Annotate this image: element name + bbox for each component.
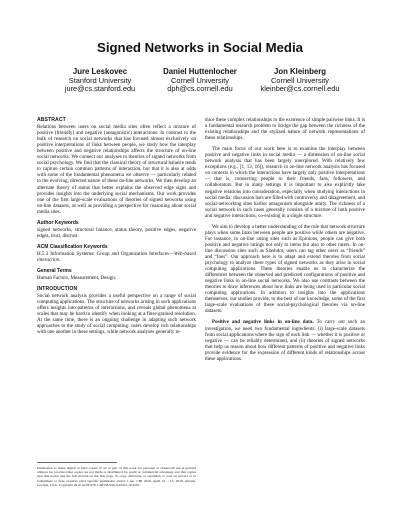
footnote-text: Permission to make digital or hard copies of all or part of this work for personal or classroom use is granted without fee provided that copies are not made or distributed for profit or commercial advantage and that copies bear this notice and the full citation on the first page. To copy otherwise, or republish, to post on servers or to redistribute to lists, requires prior specific permission and/or a fee. CHI 2010, April 10 – 15, 2010, Atlanta, Georgia, USA. Copyright 2010 ACM 978-1-60558-929-9/10/04...$10.00. — [37, 466, 196, 487]
author-name: Daniel Huttenlocher — [163, 67, 237, 76]
author-email: dph@cs.cornell.edu — [167, 84, 233, 94]
body-paragraph: duce these complex relationships to the existence of simple pairwise links. It is a fundamental research problem to bridge the gap between the richness of the existing relationships and the stylized nature of network representations of these relationships. — [205, 117, 365, 142]
paragraph-text: To carry out such an investigation, we need two fundamental ingredients: (i) large-scale datasets from social applications where the sign of each link — whether it is positive or negative — can be reliably determined, and (ii) theories of signed networks that help us reason about how different patterns of positive and negative links provide evidence for the expression of different kinds of relationships across these applications. — [205, 319, 365, 362]
author-email: jure@cs.stanford.edu — [64, 84, 136, 94]
author-email: kleinber@cs.cornell.edu — [260, 84, 340, 94]
general-terms-heading: General Terms — [37, 268, 72, 275]
acm-heading: ACM Classification Keywords — [37, 243, 108, 250]
body-paragraph: We aim to develop a better understanding of the role that network structure plays when some links between people are positive while others are negative. For instance, in on-line rating sites such as Epinions, people can give both positive and negative ratings not only to items but also to other raters. In on-line discussion sites such as Slashdot, users can tag other users as “friends” and “foes”. Our approach here is to adapt and extend theories from social psychology to analyze these types of signed networks as they arise in social computing applications. These theories enable us to characterize the differences between the observed and predicted configurations of positive and negative links in on-line social networks. We also use contrasts between the theories to draw inferences about how links are being used in particular social computing applications. In addition to insights into the applications themselves, our studies provide, to the best of our knowledge, some of the first large-scale evaluations of these social-psychological theories via on-line datasets. — [205, 223, 365, 315]
right-column — [205, 117, 365, 367]
acm-text-main: H.5.3 Information Systems: Group and Organization Interfaces— — [37, 250, 175, 257]
author-name: Jon Kleinberg — [274, 67, 326, 76]
abstract-heading: ABSTRACT — [37, 117, 66, 123]
general-terms-text: Human Factors, Measurement, Design. — [37, 275, 117, 282]
keywords-text: signed networks, structural balance, status theory, positive edges, negative edges, trust, distrust. — [37, 226, 196, 239]
copyright-footnote — [37, 462, 196, 487]
introduction-heading: INTRODUCTION — [37, 286, 78, 293]
introduction-text: Social network analysis provides a useful perspective on a range of social computing applications. The structure of networks arising in such applications offers insights into patterns of interactions, and reveals global phenomena at scales that may be hard to identify when looking at a finer-grained resolution. At the same time, there is an ongoing challenge in adapting such network approaches to the study of social computing: users develop rich relationships with one another in these settings, while network analyses generally re- — [37, 293, 196, 336]
author-block — [240, 68, 360, 94]
footnote-rule — [37, 462, 117, 463]
author-affiliation: Stanford University — [68, 75, 132, 85]
body-paragraph: The main focus of our work here is to examine the interplay between positive and negative links in social media — a dimension of on-line social network analysis that has been largely unexplored. With relatively few exceptions (e.g., [1, 13, 16]), research in on-line network analysis has focused on contexts in which the interactions have largely only positive interpretations — that is, connecting people to their friends, fans, followers, and collaborators. But in many settings it is important to also explicitly take negative relations into consideration, especially when studying interactions in social media: discussion lists are filled with controversy and disagreement, and social-networking sites harbor antagonism alongside amity. The richness of a social network in such cases generally consists of a mixture of both positive and negative interactions, co-existing in a single structure. — [205, 146, 365, 219]
paper-title: Signed Networks in Social Media — [97, 40, 303, 55]
author-affiliation: Cornell University — [271, 75, 329, 85]
run-in-heading: Positive and negative links in on-line data. — [212, 319, 314, 326]
keywords-heading: Author Keywords — [37, 219, 79, 226]
body-paragraph — [205, 319, 365, 361]
acm-text — [37, 251, 196, 263]
left-column — [37, 117, 196, 341]
acm-text-italic: Web-based interaction. — [37, 250, 196, 263]
author-name: Jure Leskovec — [72, 67, 128, 76]
abstract-text: Relations between users on social media sites often reflect a mixture of positive (friendly) and negative (antagonistic) interactions. In contrast to the bulk of research on social networks that has focused almost exclusively on positive interpretations of links between people, we study how the interplay between positive and negative relationships affects the structure of on-line social networks. We connect our analyses to theories of signed networks from social psychology. We find that the classical theory of structural balance tends to capture certain common patterns of interaction, but that it is also at odds with some of the fundamental phenomena we observe — particularly related to the evolving, directed nature of these on-line networks. We then develop an alternate theory of status that better explains the observed edge signs and provides insights into the underlying social mechanisms. Our work provides one of the first large-scale evaluations of theories of signed networks using on-line datasets, as well as providing a perspective for reasoning about social media sites. — [37, 124, 196, 215]
author-affiliation: Cornell University — [171, 75, 229, 85]
